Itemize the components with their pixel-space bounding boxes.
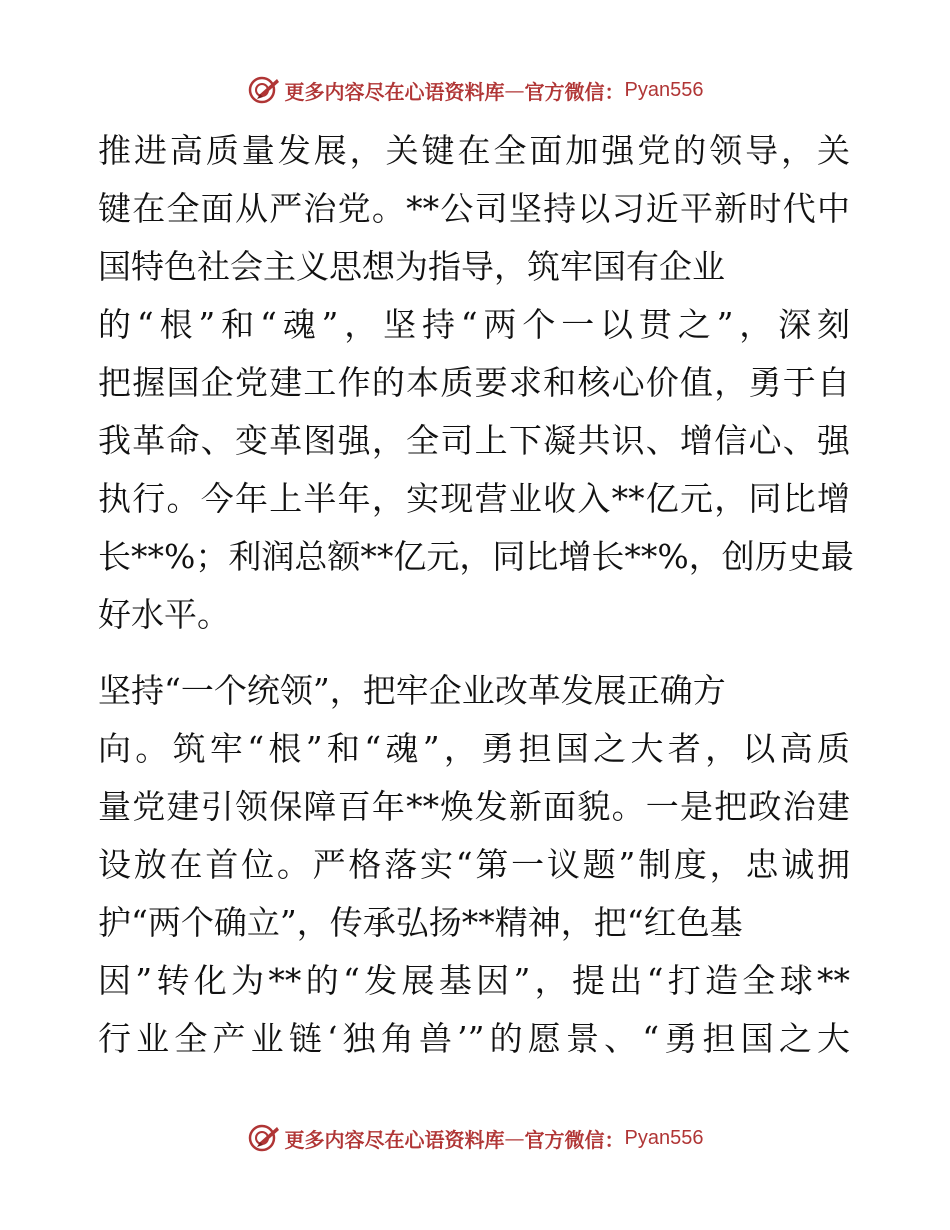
watermark-dash: — xyxy=(504,78,525,102)
text-line: 量党建引领保障百年**焕发新面貌。一是把政治建 xyxy=(98,787,850,826)
text-line: 推进高质量发展，关键在全面加强党的领导，关 xyxy=(98,131,850,170)
watermark-wechat-label: 官方微信： xyxy=(524,79,625,104)
footer-watermark xyxy=(0,1118,950,1158)
text-line: 护“两个确立”，传承弘扬**精神，把“红色基 xyxy=(98,903,743,942)
text-line: 设放在首位。严格落实“第一议题”制度，忠诚拥 xyxy=(98,845,850,884)
text-line: 执行。今年上半年，实现营业收入**亿元，同比增 xyxy=(98,479,850,518)
paragraph xyxy=(98,122,854,644)
text-line: 行业全产业链‘独角兽’”的愿景、“勇担国之大 xyxy=(98,1019,850,1058)
pen-logo-icon xyxy=(247,1121,281,1155)
text-line: 向。筑牢“根”和“魂”，勇担国之大者，以高质 xyxy=(98,729,850,768)
document-body xyxy=(98,122,854,1068)
watermark-dash: — xyxy=(504,1126,525,1150)
header-watermark xyxy=(0,70,950,110)
watermark-text: 更多内容尽在心语资料库 xyxy=(284,1127,505,1152)
text-line: 我革命、变革图强，全司上下凝共识、增信心、强 xyxy=(98,421,850,460)
paragraph-gap xyxy=(98,644,850,662)
text-line: 因”转化为**的“发展基因”，提出“打造全球** xyxy=(98,961,850,1000)
text-line: 的“根”和“魂”，坚持“两个一以贯之”，深刻 xyxy=(98,305,850,344)
watermark-wechat-label: 官方微信： xyxy=(524,1127,625,1152)
text-line: 键在全面从严治党。**公司坚持以习近平新时代中 xyxy=(98,189,850,228)
paragraph xyxy=(98,662,850,1068)
pen-logo-icon xyxy=(247,73,281,107)
text-line: 好水平。 xyxy=(98,595,230,634)
text-line: 长**%；利润总额**亿元，同比增长**%，创历史最 xyxy=(98,537,854,576)
watermark-text: 更多内容尽在心语资料库 xyxy=(284,79,505,104)
text-line: 坚持“一个统领”，把牢企业改革发展正确方 xyxy=(98,671,726,710)
watermark-wechat-id: Pyan556 xyxy=(624,78,704,101)
text-line: 把握国企党建工作的本质要求和核心价值，勇于自 xyxy=(98,363,850,402)
watermark-wechat-id: Pyan556 xyxy=(624,1126,704,1149)
text-line: 国特色社会主义思想为指导，筑牢国有企业 xyxy=(98,247,725,286)
